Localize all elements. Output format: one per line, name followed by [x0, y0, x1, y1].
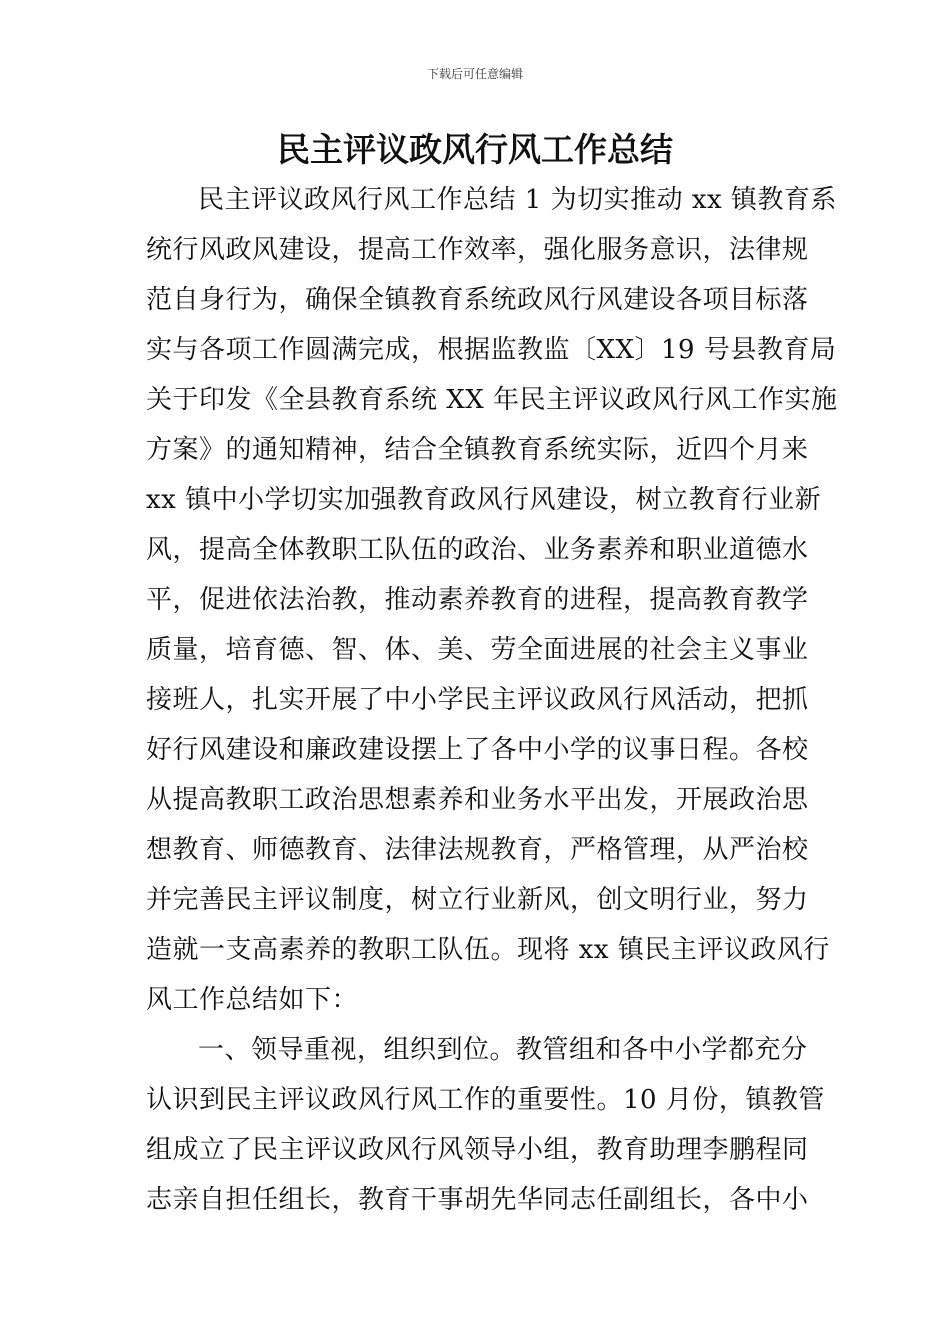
paragraph-1 — [146, 175, 838, 1025]
text-line: 造就一支高素养的教职工队伍。现将 xx 镇民主评议政风行 — [146, 935, 830, 965]
text-line: 想教育、师德教育、法律法规教育，严格管理，从严治校 — [146, 835, 809, 865]
text-line: 接班人，扎实开展了中小学民主评议政风行风活动，把抓 — [146, 685, 809, 715]
text-line: 关于印发《全县教育系统 XX 年民主评议政风行风工作实施 — [146, 385, 838, 415]
text-line: 组成立了民主评议政风行风领导小组，教育助理李鹏程同 — [146, 1135, 809, 1165]
paragraph-2 — [146, 1025, 825, 1225]
text-line: 民主评议政风行风工作总结 1 为切实推动 xx 镇教育系 — [198, 185, 837, 215]
text-line: 风，提高全体教职工队伍的政治、业务素养和职业道德水 — [146, 535, 809, 565]
header-note: 下载后可任意编辑 — [426, 67, 523, 81]
text-line: 质量，培育德、智、体、美、劳全面进展的社会主义事业 — [146, 635, 809, 665]
text-line: 范自身行为，确保全镇教育系统政风行风建设各项目标落 — [146, 285, 809, 315]
text-line: 一、领导重视，组织到位。教管组和各中小学都充分 — [198, 1035, 808, 1065]
text-line: 好行风建设和廉政建设摆上了各中小学的议事日程。各校 — [146, 735, 809, 765]
text-line: xx 镇中小学切实加强教育政风行风建设，树立教育行业新 — [146, 485, 822, 515]
document-body — [146, 175, 838, 1225]
text-line: 平，促进依法治教，推动素养教育的进程，提高教育教学 — [146, 585, 809, 615]
text-line: 方案》的通知精神，结合全镇教育系统实际，近四个月来 — [146, 435, 809, 465]
text-line: 志亲自担任组长，教育干事胡先华同志任副组长，各中小 — [146, 1185, 809, 1215]
text-line: 实与各项工作圆满完成，根据监教监〔XX〕19 号县教育局 — [146, 335, 837, 365]
text-line: 并完善民主评议制度，树立行业新风，创文明行业，努力 — [146, 885, 809, 915]
text-line: 统行风政风建设，提高工作效率，强化服务意识，法律规 — [146, 235, 809, 265]
document-title: 民主评议政风行风工作总结 — [277, 130, 673, 169]
text-line: 从提高教职工政治思想素养和业务水平出发，开展政治思 — [146, 785, 809, 815]
text-line: 认识到民主评议政风行风工作的重要性。10 月份，镇教管 — [146, 1085, 825, 1115]
text-line: 风工作总结如下： — [146, 985, 359, 1015]
